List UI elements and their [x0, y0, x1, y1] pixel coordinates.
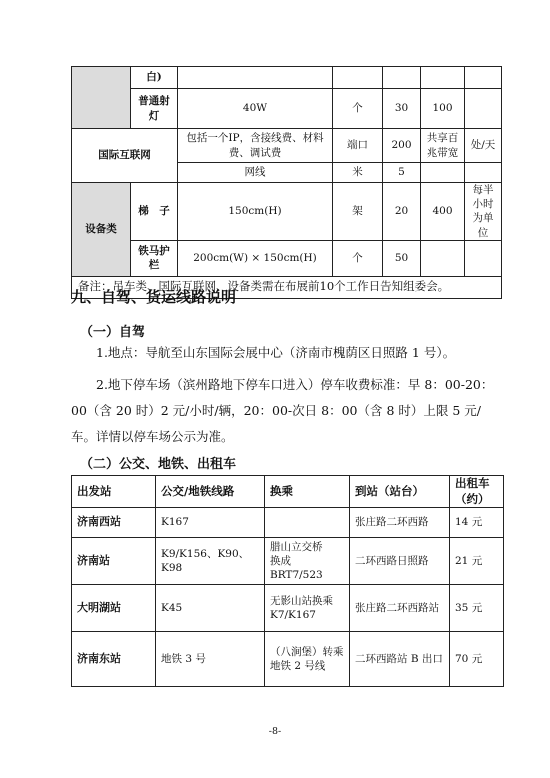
- section-heading: 九、自驾、货运线路说明: [71, 288, 237, 306]
- item-name-cell: 铁马护栏: [131, 240, 178, 276]
- station-cell: 济南西站: [72, 508, 156, 538]
- arrive-cell: 张庄路二环西路站: [350, 585, 450, 632]
- line-cell: 地铁 3 号: [156, 632, 265, 687]
- category-cell: [72, 67, 131, 129]
- bandwidth-cell: 共享百兆带宽: [421, 129, 465, 163]
- spec-cell: 包括一个IP，含接线费、材料费、调试费: [178, 129, 333, 163]
- column-header: 换乘: [265, 476, 350, 508]
- period-cell: 处/天: [465, 129, 502, 163]
- price-cell: 50: [383, 240, 421, 276]
- transfer-cell: [265, 508, 350, 538]
- price-cell: 30: [383, 89, 421, 129]
- subsection-heading: （二）公交、地铁、出租车: [80, 457, 237, 472]
- station-cell: 济南站: [72, 538, 156, 585]
- spec-cell: 150cm(H): [178, 183, 333, 241]
- price-cell: 200: [383, 129, 421, 163]
- table-row: [72, 632, 504, 687]
- taxi-cell: 14 元: [450, 508, 504, 538]
- qty-cell: 400: [421, 183, 465, 241]
- table-row: [72, 129, 502, 163]
- table-header-row: [72, 476, 504, 508]
- qty-cell: 100: [421, 89, 465, 129]
- unit-cell: 架: [333, 183, 383, 241]
- paragraph: 1.地点：导航至山东国际会展中心（济南市槐荫区日照路 1 号）。: [96, 345, 456, 360]
- line-cell: K45: [156, 585, 265, 632]
- spec-cell: 网线: [178, 163, 333, 183]
- price-cell: 20: [383, 183, 421, 241]
- item-name-cell: 普通射灯: [131, 89, 178, 129]
- station-cell: 济南东站: [72, 632, 156, 687]
- table-row: [72, 508, 504, 538]
- column-header: 出发站: [72, 476, 156, 508]
- equipment-price-table: [71, 66, 502, 299]
- transfer-cell: 腊山立交桥 换成 BRT7/523: [265, 538, 350, 585]
- category-cell: 设备类: [72, 183, 131, 277]
- column-header: 公交/地铁线路: [156, 476, 265, 508]
- paragraph: 2.地下停车场（滨州路地下停车口进入）停车收费标准：早 8：00-20：00（含 20 时）2 元/小时/辆，20：00-次日 8：00（含 8 时）上限 5 元/车。详情以停车场公示为准。: [71, 377, 494, 444]
- table-row: [72, 183, 502, 241]
- line-cell: K167: [156, 508, 265, 538]
- item-name-cell: 白): [131, 67, 178, 89]
- unit-cell: 个: [333, 89, 383, 129]
- table-row: [72, 89, 502, 129]
- table-row: [72, 240, 502, 276]
- station-cell: 大明湖站: [72, 585, 156, 632]
- unit-cell: 端口: [333, 129, 383, 163]
- unit-cell: 米: [333, 163, 383, 183]
- arrive-cell: 二环西路日照路: [350, 538, 450, 585]
- taxi-cell: 21 元: [450, 538, 504, 585]
- spec-cell: 200cm(W) × 150cm(H): [178, 240, 333, 276]
- taxi-cell: 35 元: [450, 585, 504, 632]
- unit-cell: 个: [333, 240, 383, 276]
- table-row: [72, 67, 502, 89]
- category-cell: 国际互联网: [72, 129, 178, 183]
- column-header: 到站（站台）: [350, 476, 450, 508]
- spec-cell: 40W: [178, 89, 333, 129]
- table-row: [72, 585, 504, 632]
- arrive-cell: 张庄路二环西路: [350, 508, 450, 538]
- transit-table: [71, 475, 504, 687]
- taxi-cell: 70 元: [450, 632, 504, 687]
- column-header: 出租车（约）: [450, 476, 504, 508]
- subsection-heading: （一）自驾: [80, 325, 146, 340]
- line-cell: K9/K156、K90、K98: [156, 538, 265, 585]
- arrive-cell: 二环西路站 B 出口: [350, 632, 450, 687]
- table-note: 备注：吊车类、国际互联网、设备类需在布展前10个工作日告知组委会。: [72, 276, 502, 298]
- item-name-cell: 梯 子: [131, 183, 178, 241]
- transfer-cell: 无影山站换乘 K7/K167: [265, 585, 350, 632]
- note-cell: 每半小时为单位: [465, 183, 502, 241]
- page-number: -8-: [268, 726, 282, 737]
- table-row: [72, 538, 504, 585]
- transfer-cell: （八涧堡）转乘 地铁 2 号线: [265, 632, 350, 687]
- price-cell: 5: [383, 163, 421, 183]
